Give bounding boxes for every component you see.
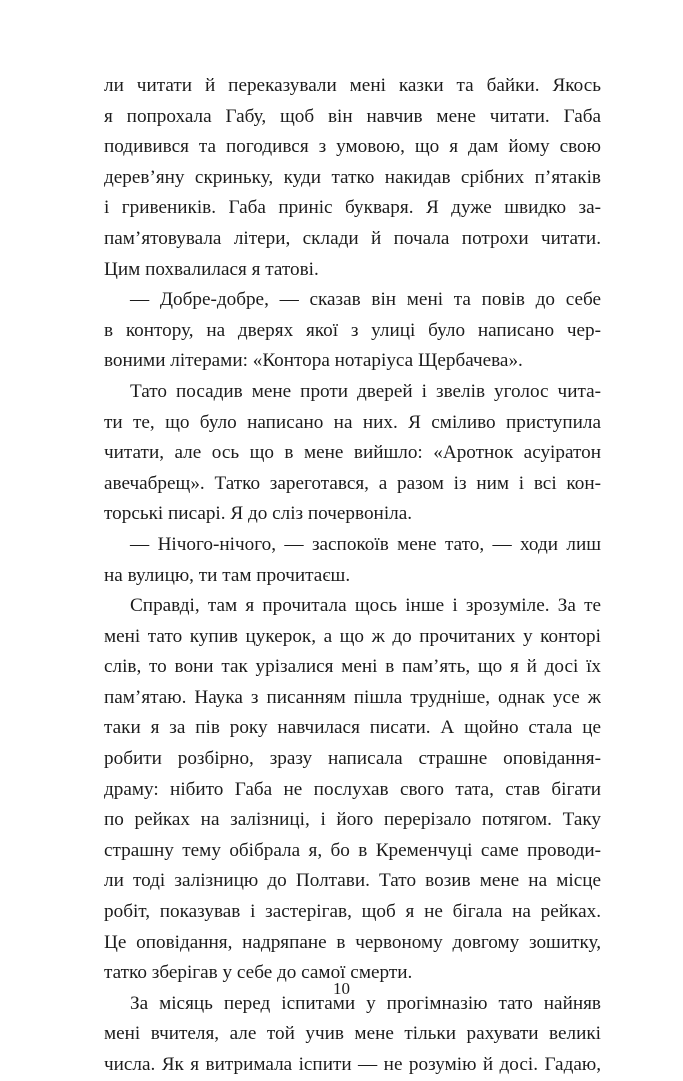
- text-line: За місяць перед іспитами у прогімназію тато найняв: [130, 992, 601, 1014]
- text-line: ти те, що було написано на них. Я сміливо приступила: [104, 411, 601, 433]
- text-line: по рейках на залізниці, і його перерізало потягом. Таку: [104, 809, 601, 831]
- text-line: пам’ятаю. Наука з писанням пішла трудніше, однак усе ж: [104, 686, 601, 708]
- text-line: авечабрещ». Татко зареготався, а разом із ним і всі кон-: [104, 472, 601, 494]
- text-line: торські писарі. Я до сліз почервоніла.: [104, 503, 413, 525]
- text-line: — Добре-добре, — сказав він мені та повів до себе: [130, 289, 601, 311]
- body-text: [104, 71, 601, 1081]
- text-line: ли тоді залізницю до Полтави. Тато возив мене на місце: [104, 870, 601, 892]
- text-line: читати, але ось що в мене вийшло: «Аротнок асуіратон: [104, 442, 601, 464]
- text-line: на вулицю, ти там прочитаєш.: [104, 564, 351, 586]
- text-line: Це оповідання, надряпане в червоному довгому зошитку,: [104, 931, 601, 953]
- text-line: пам’ятовувала літери, склади й почала потрохи читати.: [104, 227, 601, 249]
- text-line: таки я за пів року навчилася писати. А щойно стала це: [104, 717, 601, 739]
- text-line: воними літерами: «Контора нотаріуса Щербачева».: [104, 350, 523, 372]
- page-number: 10: [333, 979, 350, 998]
- text-line: татко зберігав у себе до самої смерти.: [104, 962, 413, 984]
- text-line: Тато посадив мене проти дверей і звелів уголос чита-: [130, 380, 601, 402]
- text-line: — Нічого-нічого, — заспокоїв мене тато, — ходи лиш: [130, 533, 601, 555]
- text-line: мені тато купив цукерок, а що ж до прочитаних у конторі: [104, 625, 601, 647]
- text-line: страшну тему обібрала я, бо в Кременчуці саме проводи-: [104, 839, 601, 861]
- text-line: в контору, на дверях якої з улиці було написано чер-: [104, 319, 601, 341]
- text-line: я попрохала Габу, щоб він навчив мене читати. Габа: [104, 105, 601, 127]
- text-line: слів, то вони так урізалися мені в пам’ять, що я й досі їх: [104, 656, 601, 678]
- text-line: мені вчителя, але той учив мене тільки рахувати великі: [104, 1023, 601, 1045]
- text-line: дерев’яну скриньку, куди татко накидав срібних п’ятаків: [104, 166, 601, 188]
- text-line: робити розбірно, зразу написала страшне оповідання-: [104, 748, 601, 770]
- text-line: числа. Як я витримала іспити — не розумію й досі. Гадаю,: [104, 1054, 601, 1075]
- text-line: Цим похвалилася я татові.: [104, 258, 319, 280]
- text-line: подивився та погодився з умовою, що я дам йому свою: [104, 136, 601, 158]
- text-line: ли читати й переказували мені казки та байки. Якось: [104, 75, 601, 96]
- text-line: і гривеників. Габа приніс букваря. Я дуже швидко за-: [104, 197, 601, 219]
- text-line: драму: нібито Габа не послухав свого тата, став бігати: [104, 778, 601, 800]
- text-line: Справді, там я прочитала щось інше і зрозуміле. За те: [130, 595, 601, 617]
- text-line: робіт, показував і застерігав, щоб я не бігала на рейках.: [104, 901, 601, 923]
